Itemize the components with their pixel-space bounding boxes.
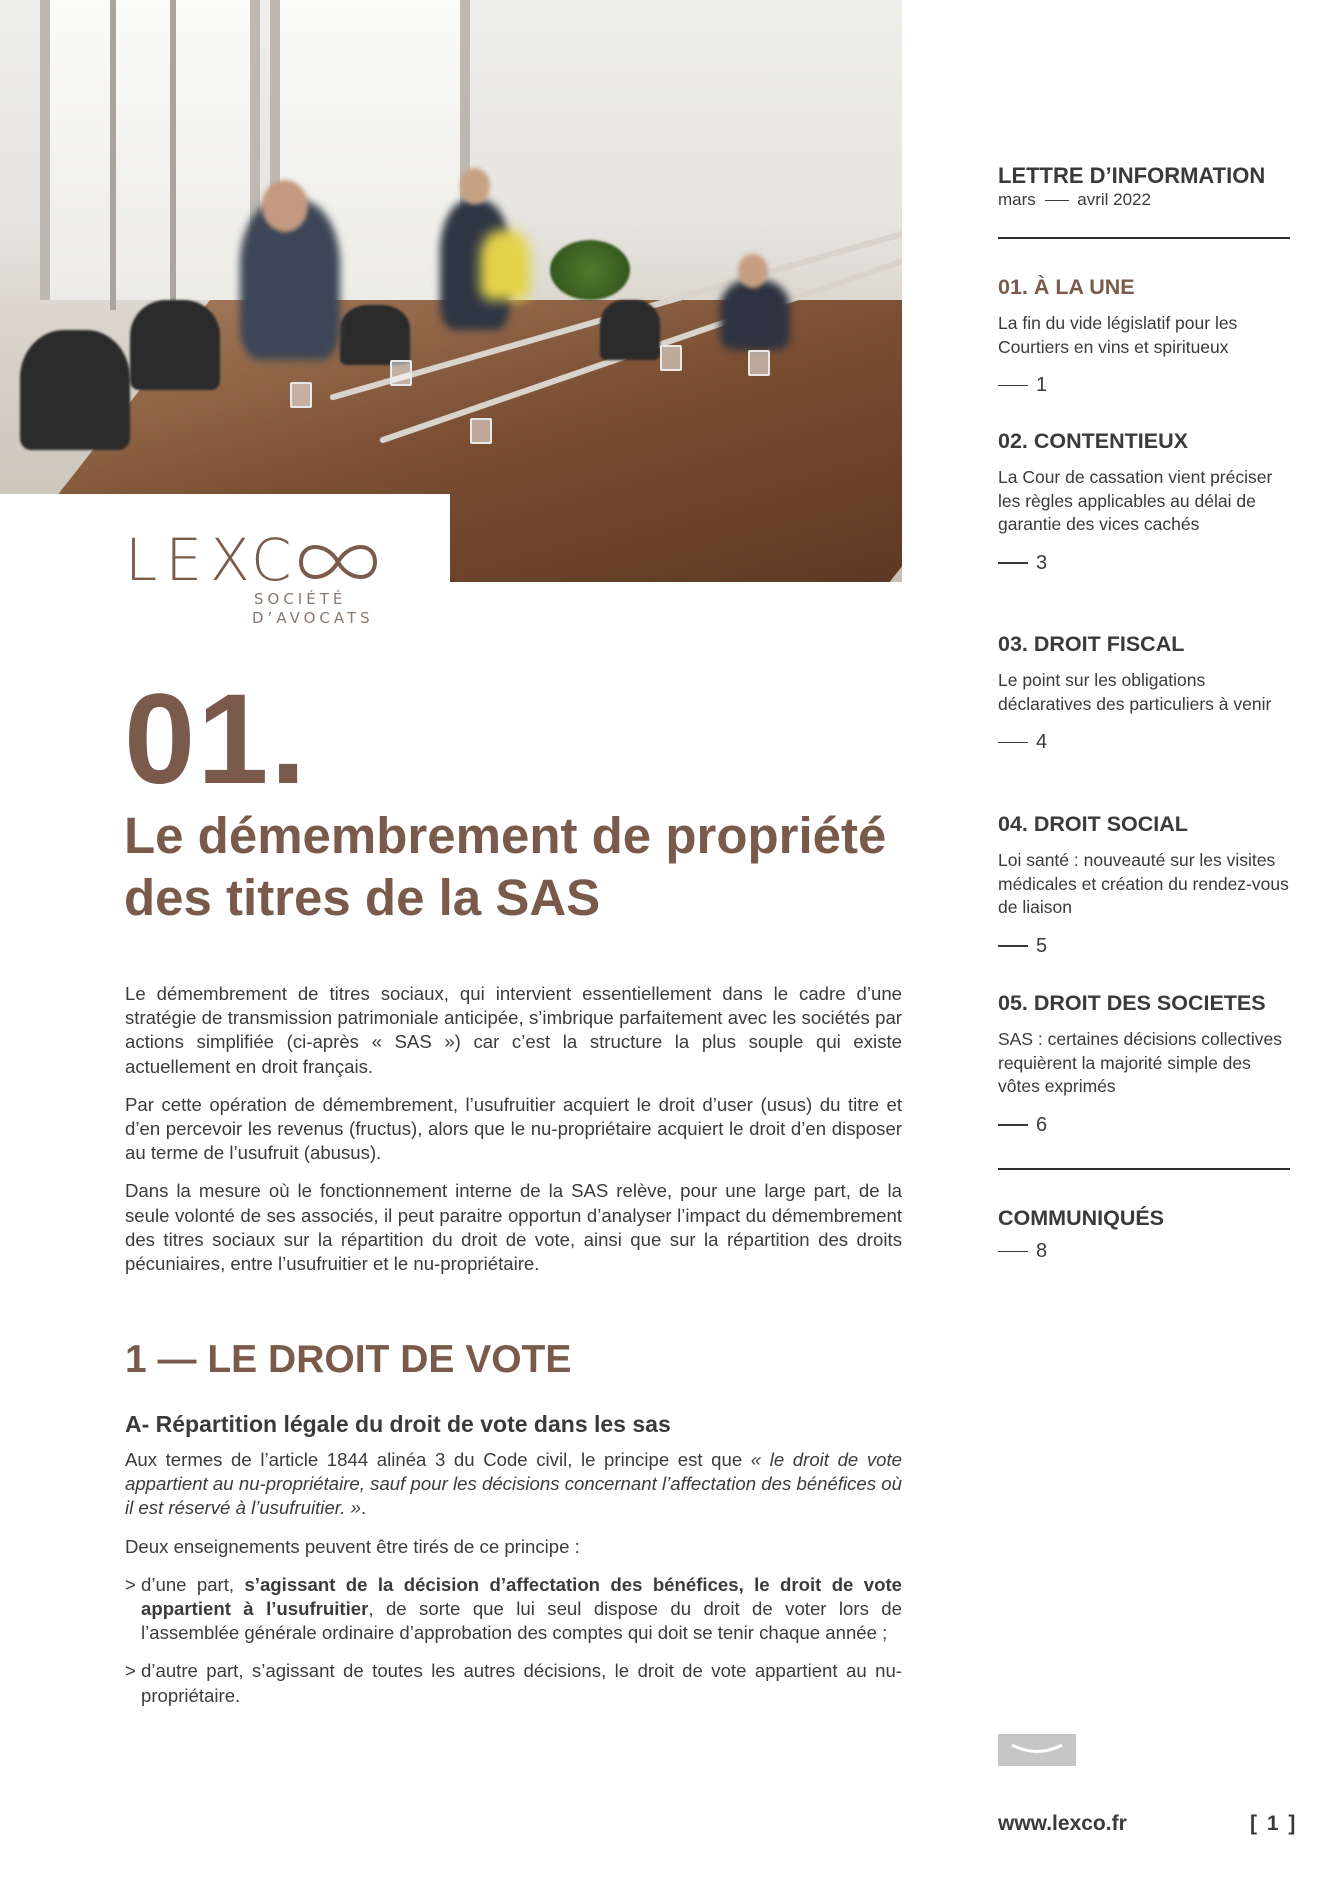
date-from: mars [998, 190, 1036, 209]
window-frame [170, 0, 176, 310]
toc-description: Le point sur les obligations déclaratives des particuliers à venir [998, 670, 1272, 714]
bullet-emphasis: s’agissant de la décision d’affectation des bénéfices, le droit de vote appartient à l’usufruitier [141, 1573, 902, 1620]
logo-subtitle [254, 590, 374, 628]
logo-subtitle-line1: SOCIÉTÉ [254, 590, 347, 608]
toc-page [998, 730, 1290, 754]
bullet-item [125, 1659, 902, 1707]
chevron-down-icon [998, 1734, 1076, 1766]
toc-page [998, 1239, 1290, 1263]
logo-subtitle-line2: D’AVOCATS [252, 609, 374, 627]
logo-letter-c: C [251, 526, 300, 594]
toc-heading: 01. À LA UNE [998, 275, 1135, 299]
newsletter-header [998, 163, 1290, 211]
quote-text: « le droit de vote appartient au nu-propriétaire, sauf pour les décisions concernant l’affectation des bénéfices où il est réservé à l’usufruitier. » [125, 1449, 902, 1519]
infinity-logo-icon [293, 534, 383, 590]
quote-end: . [360, 1497, 367, 1519]
bullet-prefix: d’une part, [141, 1573, 245, 1595]
lessons-intro: Deux enseignements peuvent être tirés de ce principe : [125, 1535, 580, 1557]
section-body [125, 1448, 902, 1722]
plant [550, 240, 630, 300]
section-heading: 1 — LE DROIT DE VOTE [125, 1338, 572, 1381]
scroll-down-button[interactable] [998, 1734, 1076, 1766]
toc-description: La Cour de cassation vient préciser les règles applicables au délai de garantie des vices cachés [998, 467, 1273, 534]
chair [600, 300, 660, 360]
toc-item-1[interactable] [998, 274, 1290, 397]
logo-wordmark: LEX [125, 526, 258, 594]
toc-item-3[interactable] [998, 631, 1290, 754]
date-to: avril 2022 [1077, 190, 1151, 209]
bullet-rest: , de sorte que lui seul dispose du droit de voter lors de l’assemblée générale ordinaire d’approbation des comptes qui doit se tenir chaque année ; [141, 1598, 902, 1644]
toc-item-5[interactable] [998, 990, 1290, 1137]
chair [340, 305, 410, 365]
toc-heading: 02. CONTENTIEUX [998, 429, 1188, 453]
person-head [738, 254, 768, 288]
person-head [262, 180, 308, 232]
divider [998, 237, 1290, 239]
bullet-text: d’autre part, s’agissant de toutes les autres décisions, le droit de vote appartient au nu-propriétaire. [141, 1660, 902, 1706]
toc-page [998, 373, 1290, 397]
toc-heading: 04. DROIT SOCIAL [998, 812, 1188, 836]
page-number: [ 1 ] [1250, 1812, 1298, 1835]
toc-heading: 05. DROIT DES SOCIETES [998, 991, 1266, 1015]
date-dash [1045, 200, 1069, 202]
dash-icon [998, 562, 1028, 564]
bullet-item [125, 1573, 902, 1646]
newsletter-title: LETTRE D’INFORMATION [998, 163, 1266, 188]
dash-icon [998, 1124, 1028, 1126]
toc-description: SAS : certaines décisions collectives requièrent la majorité simple des vôtes exprimés [998, 1029, 1283, 1096]
article-title: Le démembrement de propriété des titres de la SAS [124, 807, 887, 926]
window [40, 0, 260, 300]
dash-icon [998, 385, 1028, 387]
bullet-marker: > [125, 1573, 136, 1595]
divider [998, 1168, 1290, 1170]
toc-heading: COMMUNIQUÉS [998, 1206, 1165, 1230]
toc-page-number: 1 [1036, 374, 1048, 396]
toc-page [998, 551, 1290, 575]
toc-page-number: 3 [1036, 551, 1048, 574]
toc-item-4[interactable] [998, 811, 1290, 958]
toc-description: La fin du vide législatif pour les Courtiers en vins et spiritueux [998, 313, 1238, 357]
quote-intro: Aux termes de l’article 1844 alinéa 3 du Code civil, le principe est que [125, 1449, 751, 1470]
lexco-logo [125, 528, 385, 628]
toc-description: Loi santé : nouveauté sur les visites médicales et création du rendez-vous de liaison [998, 850, 1289, 917]
window-frame [110, 0, 116, 310]
toc-item-2[interactable] [998, 428, 1290, 575]
person-head [460, 168, 490, 204]
toc-communiques[interactable] [998, 1205, 1290, 1263]
person-blur [480, 230, 530, 300]
person-blur [720, 280, 790, 350]
toc-page-number: 8 [1036, 1240, 1048, 1262]
glass [748, 350, 770, 376]
website-link[interactable]: www.lexco.fr [998, 1812, 1127, 1835]
glass [390, 360, 412, 386]
paragraph: Le démembrement de titres sociaux, qui intervient essentiellement dans le cadre d’une stratégie de transmission patrimoniale anticipée, s’imbrique parfaitement avec les sociétés par actions simplifiée (ci-après « SAS ») car c’est la structure la plus souple qui existe actuellement en droit français. [125, 983, 902, 1077]
paragraph: Par cette opération de démembrement, l’usufruitier acquiert le droit d’user (usus) du titre et d’en percevoir les revenus (fructus), alors que le nu-propriétaire acquiert le droit d’en disposer au terme de l’usufruit (abusus). [125, 1093, 902, 1164]
quote-paragraph [125, 1448, 902, 1521]
glass [470, 418, 492, 444]
dash-icon [998, 742, 1028, 744]
bullet-marker: > [125, 1660, 136, 1682]
chair [20, 330, 130, 450]
article-number: 01. [124, 668, 308, 811]
toc-page-number: 6 [1036, 1113, 1048, 1136]
paragraph: Dans la mesure où le fonctionnement interne de la SAS relève, pour une large part, de la seule volonté de ses associés, il peut paraitre opportun d’analyser l’impact du démembrement des titres sociaux sur la répartition du droit de vote, ainsi que sur la répartition des droits pécuniaires, entre l’usufruitier et le nu-propriétaire. [125, 1180, 902, 1275]
toc-page-number: 5 [1036, 934, 1048, 957]
glass [290, 382, 312, 408]
intro-paragraphs [125, 982, 902, 1290]
newsletter-date [998, 189, 1290, 211]
toc-page-number: 4 [1036, 731, 1048, 753]
chair [130, 300, 220, 390]
dash-icon [998, 945, 1028, 947]
toc-page [998, 1113, 1290, 1137]
glass [660, 345, 682, 371]
toc-heading: 03. DROIT FISCAL [998, 632, 1185, 656]
toc-page [998, 934, 1290, 958]
subsection-heading: A- Répartition légale du droit de vote dans les sas [125, 1411, 671, 1437]
dash-icon [998, 1251, 1028, 1253]
